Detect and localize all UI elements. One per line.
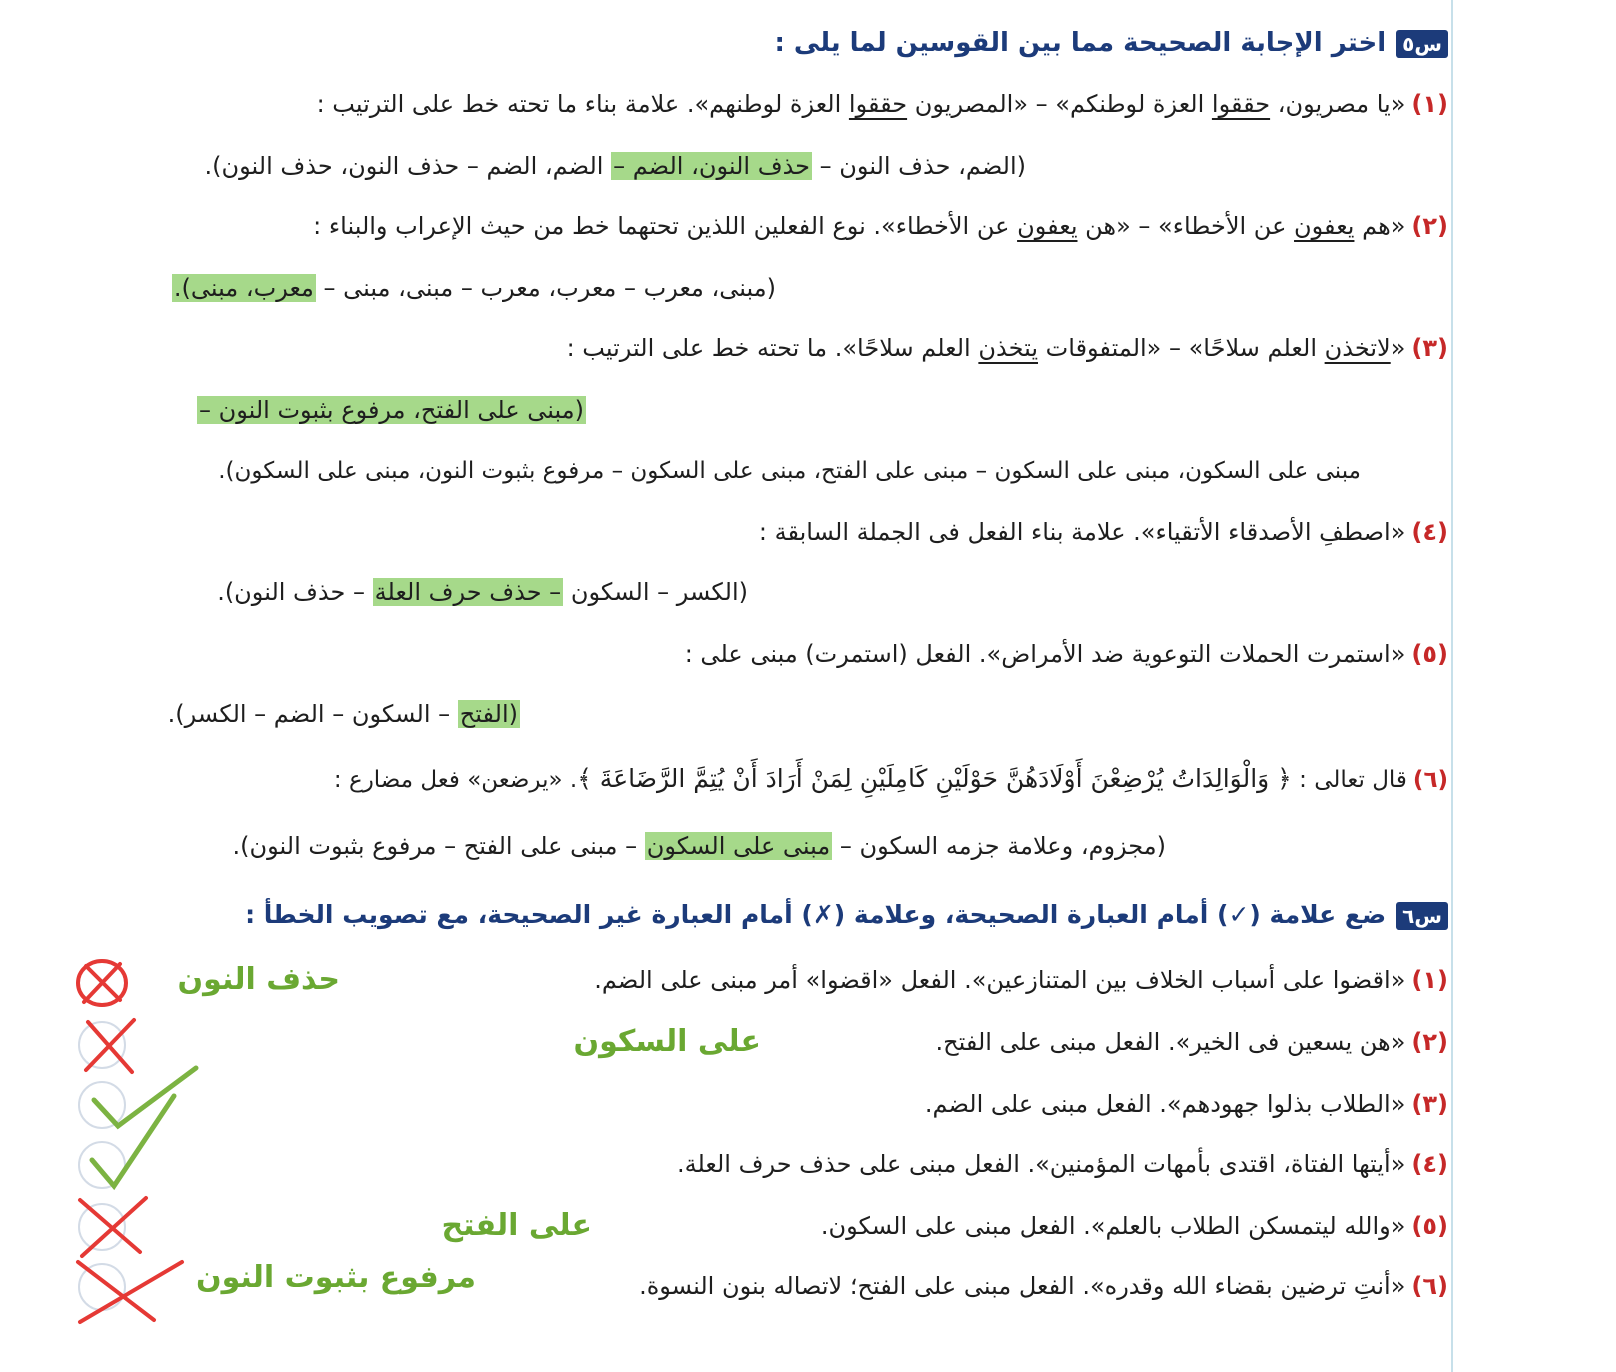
section2-heading — [245, 900, 1448, 930]
tf-item-6 — [639, 1272, 1448, 1300]
question-badge: س٦ — [1396, 902, 1448, 930]
answer-circles — [79, 960, 125, 1310]
tf-item-4 — [677, 1150, 1448, 1178]
q2-options — [172, 274, 776, 302]
q2-highlighted-answer: معرب، مبنى). — [173, 274, 314, 302]
q6-highlighted-answer: مبنى على السكون — [646, 832, 831, 860]
q1-highlighted-answer: حذف النون، الضم – — [613, 152, 811, 180]
q2-option-text-1: (مبنى، معرب – معرب، معرب – مبنى، مبنى – — [323, 274, 776, 302]
tf-item-number: (١) — [1411, 966, 1448, 994]
q5-stem — [685, 640, 1448, 668]
q1-underlined-1: حققوا — [1211, 90, 1271, 118]
q3-text-c: العلم سلاحًا». ما تحته خط على الترتيب : — [566, 334, 971, 362]
q1-number: (١) — [1411, 90, 1448, 118]
tf-item-number: (٢) — [1411, 1028, 1448, 1056]
tf-item-3 — [925, 1090, 1448, 1118]
q3-highlighted-answer: (مبنى على الفتح، مرفوع بثبوت النون – — [198, 396, 584, 424]
q3-option-text: مبنى على السكون، مبنى على السكون – مبنى على الفتح، مبنى على السكون – مرفوع بثبوت النون، مبنى على السكون). — [218, 458, 1361, 484]
tf-item-number: (٣) — [1411, 1090, 1448, 1118]
q5-number: (٥) — [1411, 640, 1448, 668]
q4-number: (٤) — [1411, 518, 1448, 546]
q6-option-text-1: (مجزوم، وعلامة جزمه السكون – — [839, 832, 1166, 860]
answer-marks — [70, 950, 210, 1340]
q1-text-c: العزة لوطنهم». علامة بناء ما تحته خط على الترتيب : — [316, 90, 842, 118]
cross-mark-icon — [78, 1262, 182, 1322]
q3-text-b: العلم سلاحًا» – «المتفوقات — [1045, 334, 1317, 362]
q2-text-c: عن الأخطاء». نوع الفعلين اللذين تحتهما خط من حيث الإعراب والبناء : — [313, 212, 1010, 240]
q2-number: (٢) — [1411, 212, 1448, 240]
q6-number: (٦) — [1412, 767, 1448, 793]
q5-text: «استمرت الحملات التوعوية ضد الأمراض». الفعل (استمرت) مبنى على : — [684, 640, 1406, 668]
q2-underlined-2: يعفون — [1017, 212, 1078, 240]
section2-title: ضع علامة (✓) أمام العبارة الصحيحة، وعلامة (✗) أمام العبارة غير الصحيحة، مع تصويب الخطأ : — [245, 900, 1387, 929]
cross-mark-icon — [86, 1020, 134, 1072]
section1-title: اختر الإجابة الصحيحة مما بين القوسين لما يلى : — [774, 28, 1387, 58]
q1-text-a: «يا مصريون، — [1277, 90, 1406, 118]
q2-stem — [313, 212, 1448, 240]
q3-underlined-1: لاتخذن — [1324, 334, 1391, 362]
tf-item-text: «الطلاب بذلوا جهودهم». الفعل مبنى على الضم. — [924, 1090, 1406, 1118]
tf-correction-1: حذف النون — [177, 962, 340, 997]
q4-text: «اصطفِ الأصدقاء الأتقياء». علامة بناء الفعل فى الجملة السابقة : — [758, 518, 1406, 546]
q4-option-text-2: – حذف النون). — [217, 578, 365, 606]
answer-circle-5 — [79, 1204, 125, 1250]
q4-option-text-1: (الكسر – السكون — [570, 578, 748, 606]
q2-underlined-1: يعفون — [1294, 212, 1355, 240]
tf-correction-6: مرفوع بثبوت النون — [196, 1260, 476, 1295]
quran-verse: ﴿ وَالْوَالِدَاتُ يُرْضِعْنَ أَوْلَادَهُنَّ حَوْلَيْنِ كَامِلَيْنِ لِمَنْ أَرَادَ أَنْ يُتِمَّ الرَّضَاعَةَ ﴾ — [577, 764, 1292, 793]
q4-stem — [759, 518, 1448, 546]
q6-stem — [334, 764, 1448, 793]
tf-item-text: «اقضوا على أسباب الخلاف بين المتنازعين». الفعل «اقضوا» أمر مبنى على الضم. — [594, 966, 1406, 994]
q1-option-text-1: (الضم، حذف النون – — [819, 152, 1026, 180]
q4-highlighted-answer: – حذف حرف العلة — [374, 578, 562, 606]
q1-text-b: العزة لوطنكم» – «المصريون — [914, 90, 1205, 118]
q1-options — [205, 152, 1026, 180]
q1-stem — [317, 90, 1448, 118]
q6-options — [233, 832, 1166, 860]
question-badge: س٥ — [1396, 30, 1448, 58]
tf-item-number: (٤) — [1411, 1150, 1448, 1178]
q6-text-a: قال تعالى : — [1299, 767, 1407, 793]
q6-option-text-2: – مبنى على الفتح – مرفوع بثبوت النون). — [232, 832, 638, 860]
q5-highlighted-answer: (الفتح — [459, 700, 518, 728]
section1-heading — [774, 28, 1448, 58]
tf-item-text: «أيتها الفتاة، اقتدى بأمهات المؤمنين». الفعل مبنى على حذف حرف العلة. — [676, 1150, 1406, 1178]
q4-options — [217, 578, 748, 606]
q3-options-line1 — [197, 396, 586, 424]
tf-correction-2: على السكون — [573, 1024, 761, 1059]
q3-number: (٣) — [1411, 334, 1448, 362]
margin-rule — [1451, 0, 1453, 1372]
q2-text-b: عن الأخطاء» – «هن — [1085, 212, 1287, 240]
cross-mark-icon — [78, 961, 126, 1005]
tf-item-text: «أنتِ ترضين بقضاء الله وقدره». الفعل مبنى على الفتح؛ لاتصاله بنون النسوة. — [639, 1272, 1406, 1300]
q3-stem — [567, 334, 1448, 362]
answer-circle-2 — [79, 1022, 125, 1068]
q3-text-a: « — [1390, 334, 1406, 362]
q3-underlined-2: يتخذن — [978, 334, 1039, 362]
q3-options-line2 — [218, 458, 1361, 484]
tf-item-number: (٦) — [1411, 1272, 1448, 1300]
q1-option-text-2: الضم، الضم – حذف النون، حذف النون). — [204, 152, 604, 180]
tf-item-1 — [594, 966, 1448, 994]
q5-option-text: – السكون – الضم – الكسر). — [167, 700, 451, 728]
q6-text-b: . «يرضعن» فعل مضارع : — [333, 767, 578, 793]
tf-item-number: (٥) — [1411, 1212, 1448, 1240]
q2-text-a: «هم — [1362, 212, 1406, 240]
check-mark-icon — [94, 1068, 196, 1126]
tf-item-text: «هن يسعين فى الخير». الفعل مبنى على الفتح. — [935, 1028, 1406, 1056]
q5-options — [168, 700, 520, 728]
tf-item-text: «والله ليتمسكن الطلاب بالعلم». الفعل مبنى على السكون. — [820, 1212, 1406, 1240]
tf-item-2 — [935, 1028, 1448, 1056]
answer-circle-6 — [79, 1264, 125, 1310]
tf-item-5 — [821, 1212, 1448, 1240]
tf-correction-5: على الفتح — [441, 1208, 592, 1243]
q1-underlined-2: حققوا — [848, 90, 908, 118]
